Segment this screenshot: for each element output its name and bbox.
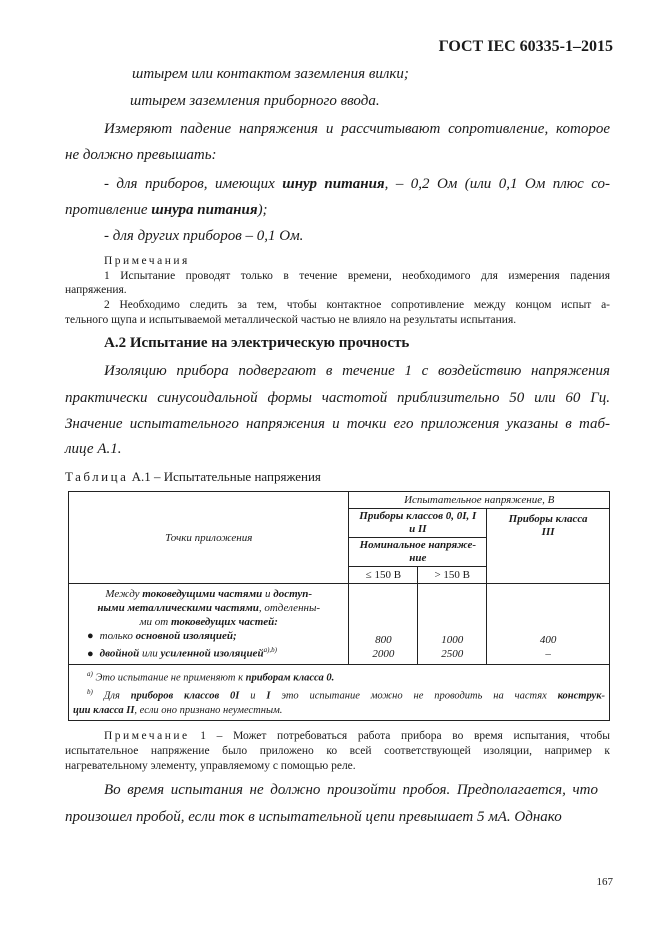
note-line: 1 Испытание проводят только в течение времени, необходимого для измерения падения — [104, 270, 610, 282]
list-text: , – 0,2 Ом (или 0,1 Ом плюс со- — [384, 176, 611, 192]
note-line: тельного щупа и испытываемой металлической частью не влияло на результаты испытания. — [65, 314, 517, 326]
list-item-continued — [65, 202, 268, 219]
paragraph-line: Изоляцию прибора подвергают в течение 1 с воздействию напряжения — [104, 363, 610, 379]
term: основной изоляцией; — [135, 630, 237, 642]
bullet-icon: ● — [87, 647, 94, 660]
list-text: - для приборов, имеющих — [104, 176, 275, 192]
bullet-icon: ● — [87, 630, 94, 642]
paragraph-line: Во время испытания не должно произойти пробоя. Предполагается, что — [104, 782, 598, 798]
term: приборов классов 0I — [130, 690, 240, 702]
text: и — [239, 690, 267, 702]
paragraph-line: произошел пробой, если ток в испытательной цепи превышает 5 мА. Однако — [65, 809, 562, 825]
term: доступ- — [273, 588, 313, 600]
table-caption-title: А.1 – Испытательные напряжения — [128, 469, 321, 484]
paragraph-line: Значение испытательного напряжения и точки его приложения указаны в таб- — [65, 416, 610, 432]
term: токоведущих частей: — [170, 616, 278, 628]
header-line: и II — [409, 523, 427, 535]
row-intro-line — [73, 587, 344, 601]
note-line: 2 Необходимо следить за тем, чтобы контактное сопротивление между концом испыт а- — [104, 299, 610, 311]
footnote-mark: a) — [87, 669, 93, 678]
header-le-150: ≤ 150 В — [349, 567, 418, 584]
value: 1000 — [441, 633, 464, 646]
term: конструк- — [557, 690, 606, 702]
notes-title: Примечания — [104, 255, 190, 267]
term: токоведущими частями — [142, 588, 263, 600]
row-intro-line — [73, 601, 344, 615]
term: приборам класса 0. — [245, 672, 335, 684]
term: двойной — [99, 647, 140, 660]
value: 2000 — [372, 647, 395, 660]
header-points: Точки приложения — [69, 492, 349, 584]
term: усиленной изоляцией — [160, 647, 264, 660]
table-footnotes — [69, 664, 610, 720]
header-gt-150: > 150 В — [418, 567, 487, 584]
list-item: - для других приборов – 0,1 Ом. — [104, 228, 304, 244]
document-id: ГОСТ IEC 60335-1–2015 — [438, 38, 613, 55]
value: 800 — [375, 633, 392, 646]
text: Это испытание не применяют к — [92, 672, 246, 684]
value: – — [545, 647, 551, 660]
text-line: Измеряют падение напряжения и рассчитывают сопротивление, которое — [104, 121, 610, 137]
text: и — [262, 588, 274, 600]
text-line: не должно превышать: — [65, 147, 217, 163]
text: , отделенны- — [258, 602, 321, 614]
paragraph-line: лице А.1. — [65, 441, 122, 457]
row-application-points — [69, 584, 349, 665]
header-line: Приборы класса — [508, 513, 588, 525]
term: I — [266, 690, 271, 702]
table-caption — [65, 469, 321, 485]
footnote-b-continued — [73, 704, 605, 718]
value: 400 — [539, 633, 557, 646]
test-voltage-table — [68, 491, 610, 721]
text-line: штырем или контактом заземления вилки; — [132, 66, 409, 82]
list-item — [104, 176, 610, 193]
list-text: противление — [65, 202, 148, 218]
section-heading: А.2 Испытание на электрическую прочность — [104, 335, 410, 351]
note-line: напряжения. — [65, 284, 127, 296]
text-line: штырем заземления приборного ввода. — [130, 93, 380, 109]
row-intro-line — [73, 615, 344, 629]
note-line: нагревательному элементу, управляемому с помощью реле. — [65, 760, 356, 772]
text: 1 – Может потребоваться работа прибора во время испытания, чтобы — [189, 730, 610, 742]
header-line: III — [541, 526, 555, 538]
header-line: ние — [409, 552, 427, 564]
page-number: 167 — [596, 876, 613, 888]
row-double-insulation — [73, 643, 344, 661]
cell-le-150 — [349, 584, 418, 665]
text: Между — [105, 588, 143, 600]
list-text: ); — [257, 202, 268, 218]
note-line — [104, 730, 610, 742]
cell-gt-150 — [418, 584, 487, 665]
term: ции класса II — [73, 704, 135, 716]
text: только — [99, 630, 136, 642]
footnote-b — [73, 685, 605, 704]
row-basic-insulation — [73, 629, 344, 643]
notes-title: Примечание — [104, 730, 190, 742]
header-line: Номинальное напряже- — [359, 539, 477, 551]
header-line: Приборы классов 0, 0I, I — [359, 510, 477, 522]
header-class-iii — [487, 509, 610, 584]
term: ными металлическими частями — [97, 602, 259, 614]
cell-class-iii — [487, 584, 610, 665]
header-nominal-voltage — [349, 538, 487, 567]
text: ми от — [139, 616, 171, 628]
table-caption-prefix: Таблица — [65, 469, 129, 484]
header-test-voltage: Испытательное напряжение, В — [349, 492, 610, 509]
text: Для — [92, 690, 131, 702]
header-class-0-ii — [349, 509, 487, 538]
text: это испытание можно не проводить на частях — [270, 690, 558, 702]
text: или — [139, 647, 161, 660]
term-power-cord: шнур питания — [282, 176, 385, 192]
note-line: испытательное напряжение было приложено ко всей соответствующей изоляции, например к — [65, 745, 610, 757]
footnote-ref: a),b) — [263, 646, 277, 654]
paragraph-line: практически синусоидальной формы частотой приблизительно 50 или 60 Гц. — [65, 390, 610, 406]
text: , если оно признано неуместным. — [134, 704, 283, 716]
term-power-cord: шнура питания — [151, 202, 258, 218]
value: 2500 — [441, 647, 464, 660]
footnote-mark: b) — [87, 688, 93, 697]
footnote-a — [73, 667, 605, 686]
